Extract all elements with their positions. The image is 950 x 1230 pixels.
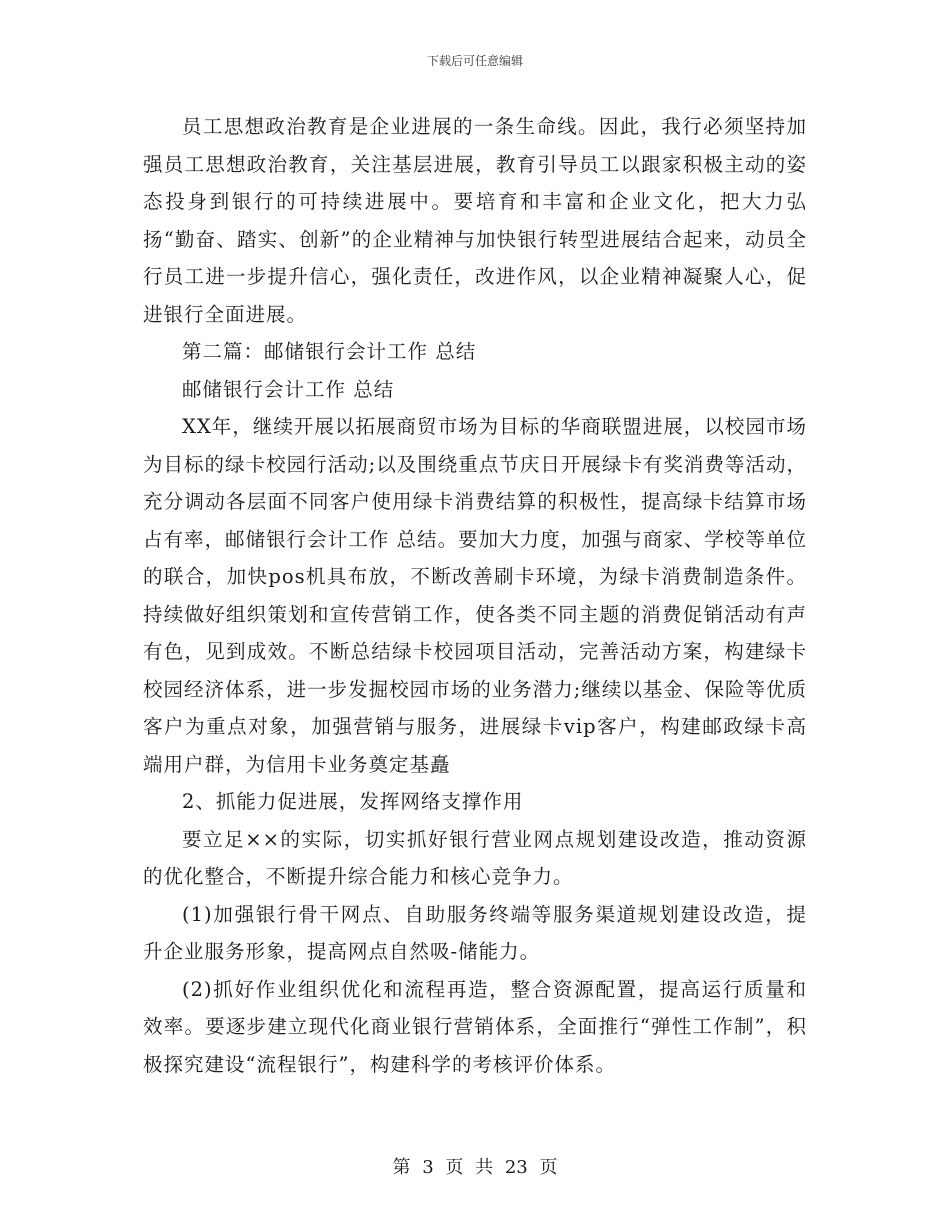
section-heading: 第二篇：邮储银行会计工作 总结 [182, 340, 477, 363]
paragraph: 员工思想政治教育是企业进展的一条生命线。因此，我行必须坚持加强员工思想政治教育，关注基层进展，教育引导员工以跟家积极主动的姿态投身到银行的可持续进展中。要培育和丰富和企业文化，把大力弘扬“勤奋、踏实、创新”的企业精神与加快银行转型进展结合起来，动员全行员工进一步提升信心，强化责任，改进作风，以企业精神凝聚人心，促进银行全面进展。 [143, 115, 807, 326]
paragraph: 要立足××的实际，切实抓好银行营业网点规划建设改造，推动资源的优化整合，不断提升综合能力和核心竞争力。 [143, 827, 807, 888]
paragraph: (1)加强银行骨干网点、自助服务终端等服务渠道规划建设改造，提升企业服务形象，提高网点自然吸-储能力。 [143, 902, 807, 963]
page-footer: 第 3 页 共 23 页 [392, 1157, 558, 1178]
page-header: 下载后可任意编辑 [426, 54, 523, 68]
section-subheading: 邮储银行会计工作 总结 [182, 377, 395, 401]
document-body [143, 108, 807, 1083]
paragraph: XX年，继续开展以拓展商贸市场为目标的华商联盟进展，以校园市场为目标的绿卡校园行活动;以及围绕重点节庆日开展绿卡有奖消费等活动，充分调动各层面不同客户使用绿卡消费结算的积极性，提高绿卡结算市场占有率，邮储银行会计工作 总结。要加大力度，加强与商家、学校等单位的联合，加快pos机具布放，不断改善刷卡环境，为绿卡消费制造条件。持续做好组织策划和宣传营销工作，使各类不同主题的消费促销活动有声有色，见到成效。不断总结绿卡校园项目活动，完善活动方案，构建绿卡校园经济体系，进一步发掘校园市场的业务潜力;继续以基金、保险等优质客户为重点对象，加强营销与服务，进展绿卡vip客户，构建邮政绿卡高端用户群，为信用卡业务奠定基矗 [143, 415, 807, 776]
section-heading: 2、抓能力促进展，发挥网络支撑作用 [182, 790, 524, 813]
paragraph: (2)抓好作业组织优化和流程再造，整合资源配置，提高运行质量和效率。要逐步建立现代化商业银行营销体系，全面推行“弹性工作制”，积极探究建设“流程银行”，构建科学的考核评价体系。 [143, 977, 807, 1076]
